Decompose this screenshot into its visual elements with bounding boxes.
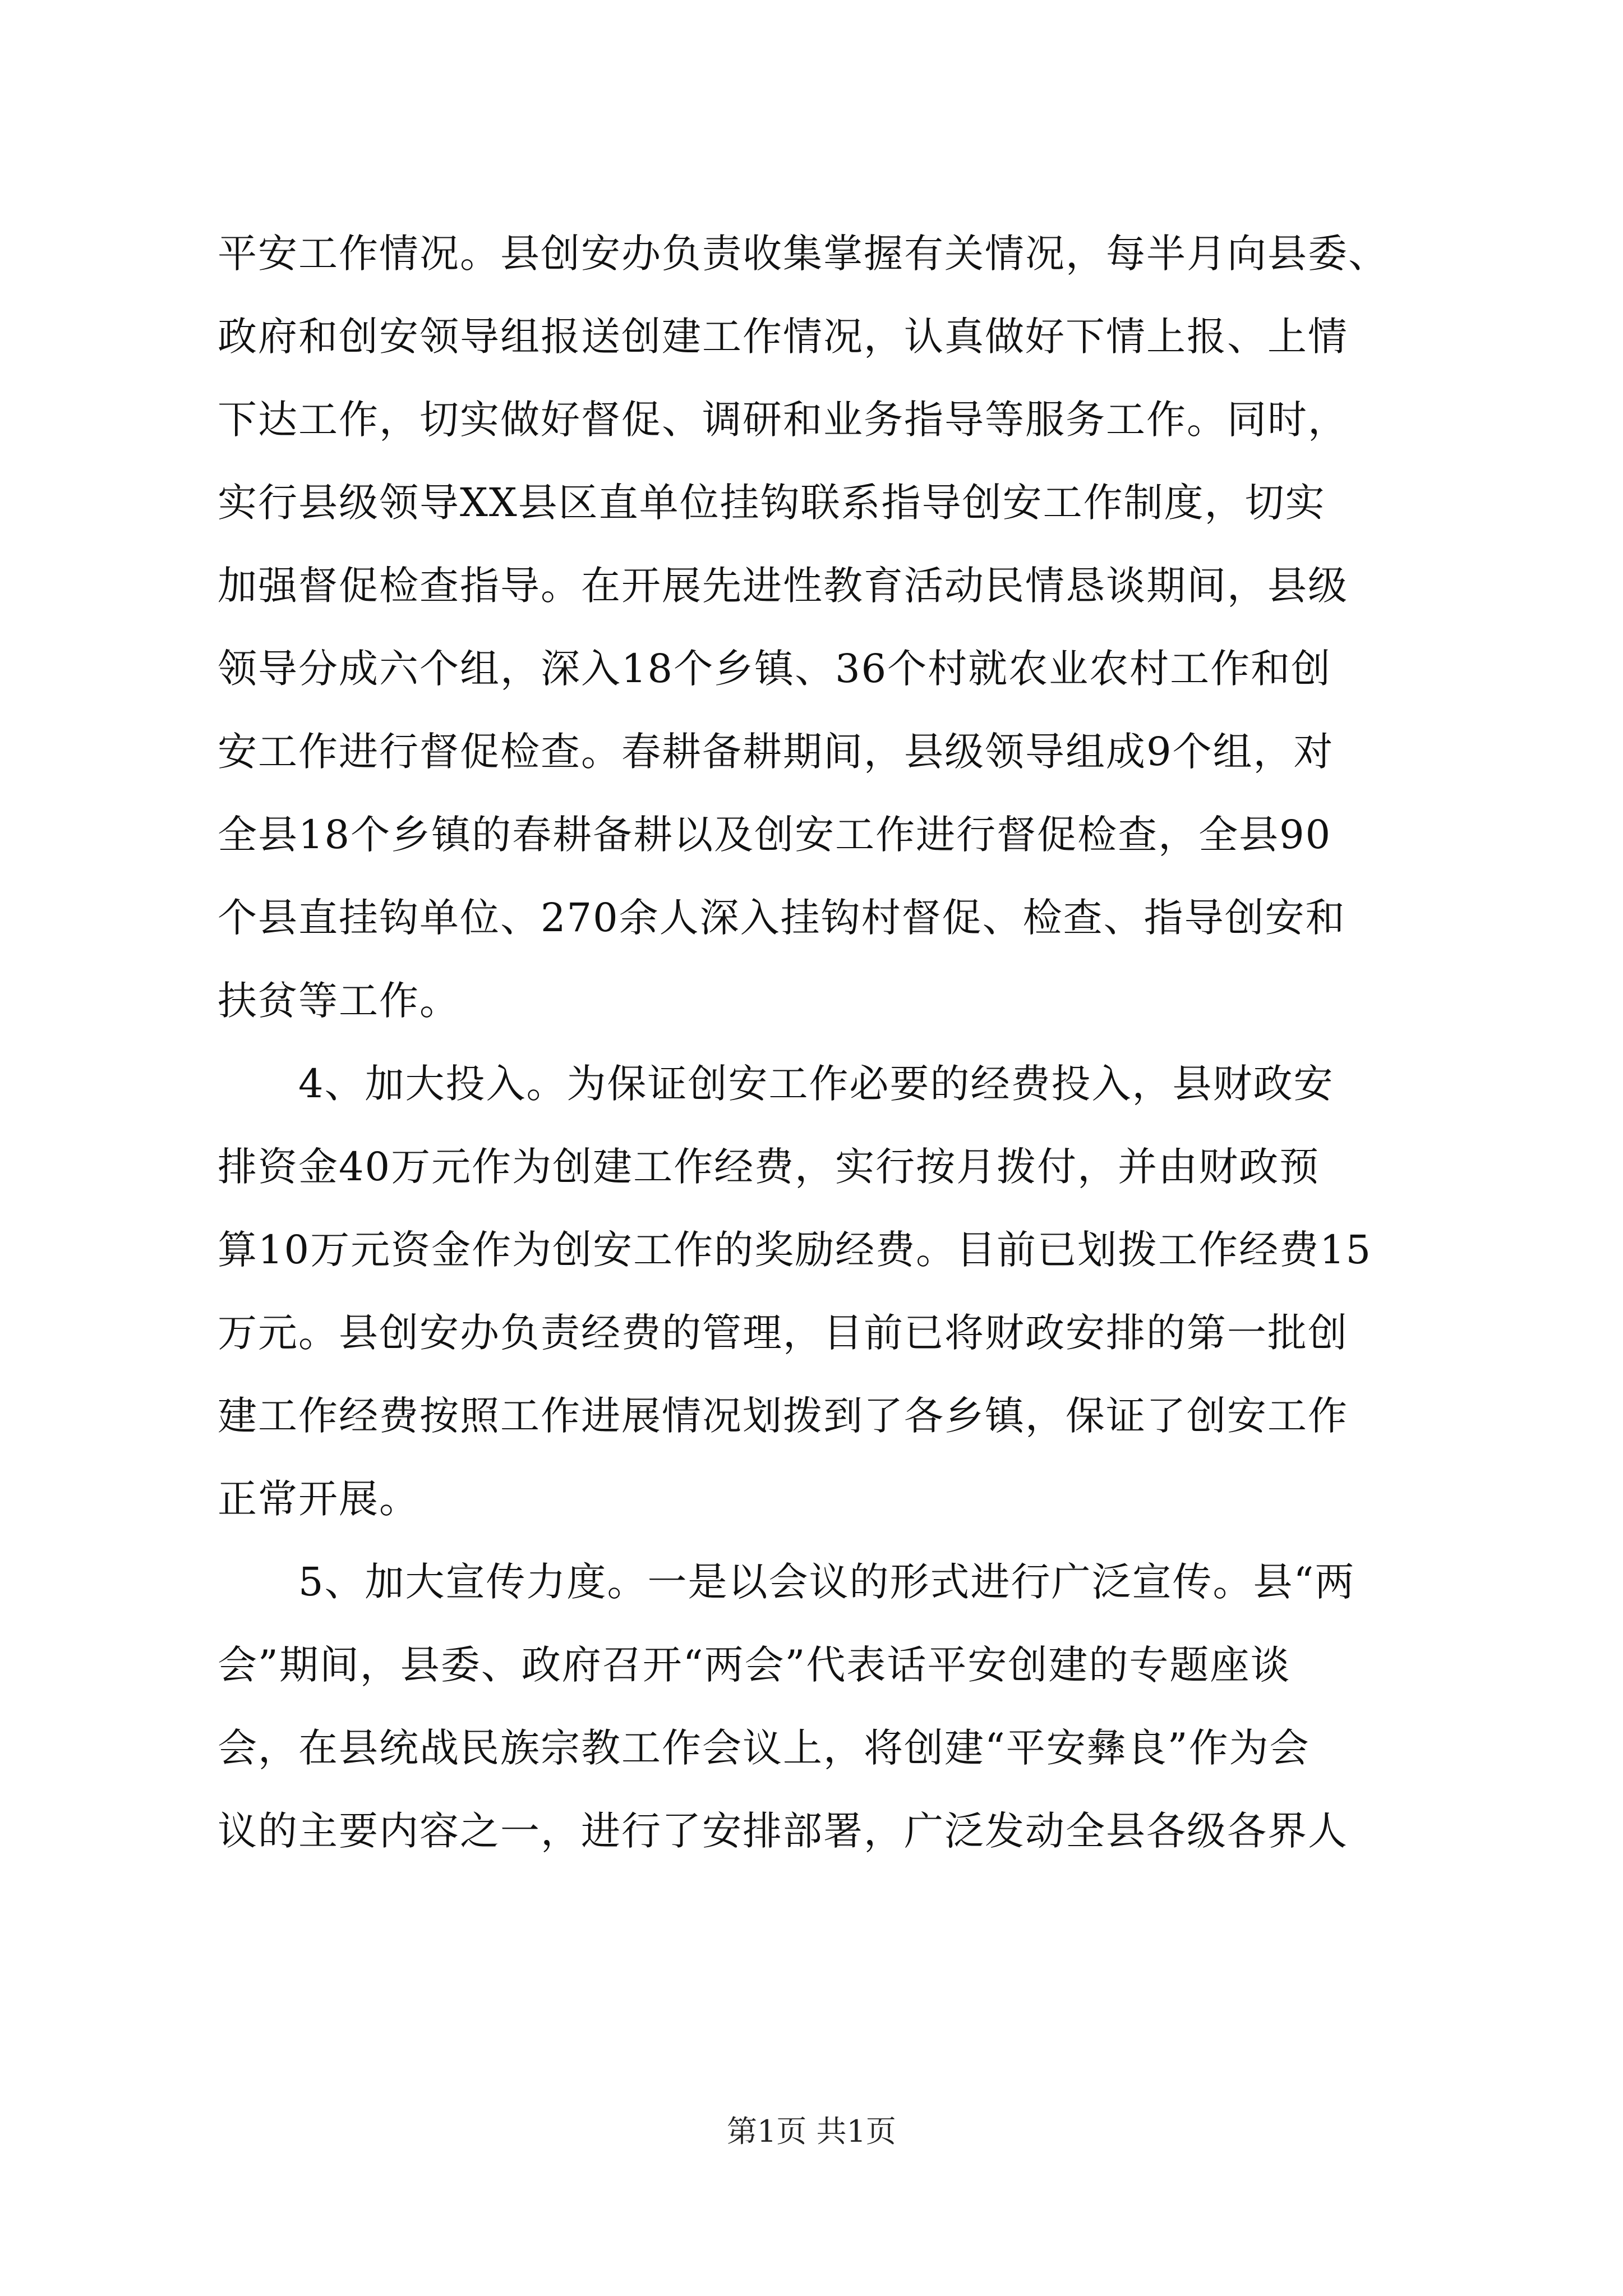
text-line-3: 下达工作，切实做好督促、调研和业务指导等服务工作。同时，: [218, 397, 1348, 443]
text-line-18: 会”期间，县委、政府召开“两会”代表话平安创建的专题座谈: [218, 1642, 1291, 1688]
text-line-9: 个县直挂钩单位、270余人深入挂钩村督促、检查、指导创安和: [218, 895, 1346, 941]
text-line-17: 5、加大宣传力度。一是以会议的形式进行广泛宣传。县“两: [218, 1559, 1355, 1605]
text-line-12: 排资金40万元作为创建工作经费，实行按月拨付，并由财政预: [218, 1144, 1320, 1190]
text-line-6: 领导分成六个组，深入18个乡镇、36个村就农业农村工作和创: [218, 646, 1332, 692]
text-line-14: 万元。县创安办负责经费的管理，目前已将财政安排的第一批创: [218, 1310, 1348, 1356]
document-body: [218, 212, 1401, 1872]
text-line-11: 4、加大投入。为保证创安工作必要的经费投入，县财政安: [218, 1061, 1334, 1107]
text-line-7: 安工作进行督促检查。春耕备耕期间，县级领导组成9个组，对: [218, 729, 1334, 775]
text-line-5: 加强督促检查指导。在开展先进性教育活动民情恳谈期间，县级: [218, 563, 1348, 609]
text-line-4: 实行县级领导XX县区直单位挂钩联系指导创安工作制度，切实: [218, 480, 1326, 526]
text-line-10: 扶贫等工作。: [218, 978, 460, 1024]
text-line-8: 全县18个乡镇的春耕备耕以及创安工作进行督促检查，全县90: [218, 812, 1332, 858]
page-footer: 第1页 共1页: [727, 2114, 896, 2149]
text-line-16: 正常开展。: [218, 1476, 419, 1522]
text-line-1: 平安工作情况。县创安办负责收集掌握有关情况，每半月向县委、: [218, 231, 1389, 277]
text-line-20: 议的主要内容之一，进行了安排部署，广泛发动全县各级各界人: [218, 1808, 1348, 1854]
text-line-13: 算10万元资金作为创安工作的奖励经费。目前已划拨工作经费15: [218, 1227, 1372, 1273]
text-line-19: 会，在县统战民族宗教工作会议上，将创建“平安彝良”作为会: [218, 1725, 1310, 1771]
text-line-2: 政府和创安领导组报送创建工作情况，认真做好下情上报、上情: [218, 314, 1348, 360]
text-line-15: 建工作经费按照工作进展情况划拨到了各乡镇，保证了创安工作: [218, 1393, 1348, 1439]
